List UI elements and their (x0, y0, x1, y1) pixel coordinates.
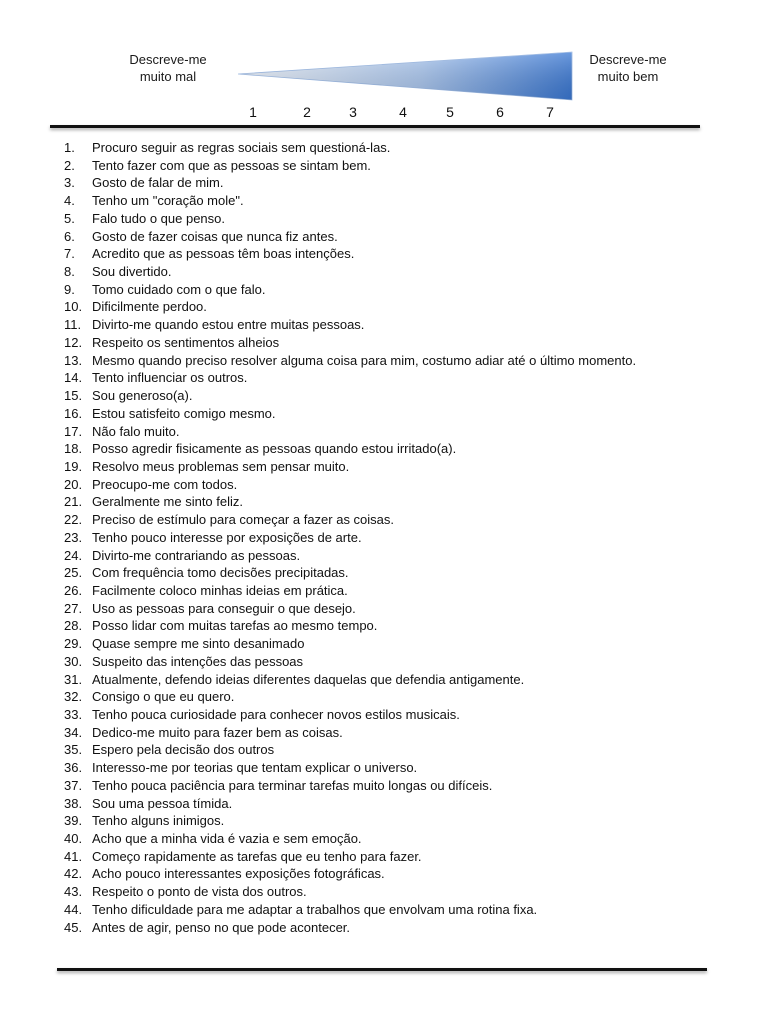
scale-number: 2 (303, 104, 311, 120)
item-number: 45. (64, 919, 83, 935)
item-statement: Com frequência tomo decisões precipitadas. (92, 565, 349, 581)
rating-scale-header (0, 0, 768, 130)
item-number: 26. (64, 582, 83, 598)
item-number: 31. (64, 671, 83, 687)
item-statement: Sou uma pessoa tímida. (92, 795, 233, 811)
scale-number: 3 (349, 104, 357, 120)
item-statement: Consigo o que eu quero. (92, 689, 235, 705)
item-statement: Respeito os sentimentos alheios (92, 334, 280, 350)
list-item (64, 600, 636, 618)
item-statement: Dificilmente perdoo. (92, 299, 207, 315)
list-item (64, 848, 636, 866)
list-item (64, 157, 636, 175)
item-number: 4. (64, 193, 75, 209)
item-statement: Atualmente, defendo ideias diferentes daquelas que defendia antigamente. (92, 671, 525, 687)
scale-number: 4 (399, 104, 407, 120)
scale-number: 6 (496, 104, 504, 120)
item-number: 16. (64, 405, 83, 421)
item-statement: Tento fazer com que as pessoas se sintam bem. (92, 157, 371, 173)
item-statement: Posso lidar com muitas tarefas ao mesmo tempo. (92, 618, 378, 634)
item-statement: Tenho pouca paciência para terminar tarefas muito longas ou difíceis. (92, 777, 493, 793)
item-statement: Suspeito das intenções das pessoas (92, 653, 304, 669)
list-item (64, 440, 636, 458)
item-statement: Posso agredir fisicamente as pessoas quando estou irritado(a). (92, 441, 457, 457)
list-item (64, 369, 636, 387)
list-item (64, 865, 636, 883)
item-statement: Resolvo meus problemas sem pensar muito. (92, 458, 350, 474)
item-number: 41. (64, 848, 83, 864)
item-statement: Estou satisfeito comigo mesmo. (92, 405, 276, 421)
item-number: 27. (64, 600, 83, 616)
list-item (64, 139, 636, 157)
list-item (64, 228, 636, 246)
item-number: 20. (64, 476, 83, 492)
item-number: 18. (64, 441, 83, 457)
list-item (64, 883, 636, 901)
list-item (64, 493, 636, 511)
list-item (64, 352, 636, 370)
item-statement: Não falo muito. (92, 423, 180, 439)
bottom-divider (57, 968, 707, 971)
item-statement: Divirto-me quando estou entre muitas pessoas. (92, 317, 365, 333)
list-item (64, 423, 636, 441)
item-number: 37. (64, 777, 83, 793)
item-statement: Tenho dificuldade para me adaptar a trabalhos que envolvam uma rotina fixa. (92, 901, 538, 917)
list-item (64, 564, 636, 582)
item-number: 21. (64, 494, 83, 510)
item-number: 43. (64, 884, 83, 900)
item-number: 9. (64, 281, 75, 297)
list-item (64, 741, 636, 759)
item-number: 8. (64, 264, 75, 280)
item-statement: Começo rapidamente as tarefas que eu tenho para fazer. (92, 848, 422, 864)
item-number: 15. (64, 388, 83, 404)
list-item (64, 281, 636, 299)
list-item (64, 759, 636, 777)
list-item (64, 547, 636, 565)
list-item (64, 387, 636, 405)
scale-high-label-line: muito bem (597, 69, 659, 84)
item-number: 5. (64, 210, 75, 226)
item-number: 22. (64, 512, 83, 528)
item-statement: Geralmente me sinto feliz. (92, 494, 244, 510)
item-statement: Preciso de estímulo para começar a fazer as coisas. (92, 512, 395, 528)
list-item (64, 263, 636, 281)
item-number: 7. (64, 246, 75, 262)
item-number: 42. (64, 866, 83, 882)
item-statement: Acredito que as pessoas têm boas intenções. (92, 246, 355, 262)
list-item (64, 919, 636, 937)
item-statement: Mesmo quando preciso resolver alguma coisa para mim, costumo adiar até o último momento. (92, 352, 637, 368)
list-item (64, 476, 636, 494)
list-item (64, 405, 636, 423)
list-item (64, 458, 636, 476)
item-number: 25. (64, 565, 83, 581)
list-item (64, 298, 636, 316)
item-statement: Tomo cuidado com o que falo. (92, 281, 266, 297)
item-statement: Espero pela decisão dos outros (92, 742, 275, 758)
item-number: 10. (64, 299, 83, 315)
list-item (64, 706, 636, 724)
list-item (64, 334, 636, 352)
item-statement: Falo tudo o que penso. (92, 210, 225, 226)
list-item (64, 671, 636, 689)
list-item (64, 724, 636, 742)
list-item (64, 210, 636, 228)
item-number: 23. (64, 529, 83, 545)
item-number: 36. (64, 760, 83, 776)
scale-low-label-line: Descreve-me (129, 52, 207, 67)
list-item (64, 777, 636, 795)
item-statement: Tenho pouca curiosidade para conhecer novos estilos musicais. (92, 707, 460, 722)
item-statement: Acho pouco interessantes exposições fotográficas. (92, 866, 385, 882)
item-statement: Sou generoso(a). (92, 388, 193, 404)
scale-number: 1 (249, 104, 257, 120)
list-item (64, 830, 636, 848)
item-number: 11. (64, 317, 82, 333)
scale-low-label-line: muito mal (139, 69, 197, 84)
item-number: 38. (64, 795, 83, 811)
item-number: 17. (64, 423, 83, 439)
item-number: 12. (64, 334, 83, 350)
item-number: 35. (64, 742, 83, 758)
item-statement: Procuro seguir as regras sociais sem questioná-las. (92, 140, 391, 155)
list-item (64, 192, 636, 210)
item-number: 14. (64, 370, 83, 386)
scale-wedge-graphic (238, 50, 574, 102)
item-number: 6. (64, 228, 75, 244)
list-item (64, 511, 636, 529)
item-statement: Acho que a minha vida é vazia e sem emoção. (92, 831, 362, 847)
list-item (64, 795, 636, 813)
list-item (64, 529, 636, 547)
item-number: 29. (64, 636, 83, 652)
item-statement: Interesso-me por teorias que tentam explicar o universo. (92, 760, 418, 776)
item-statement: Uso as pessoas para conseguir o que desejo. (92, 600, 356, 616)
list-item (64, 617, 636, 635)
scale-number: 5 (446, 104, 454, 120)
item-statement: Respeito o ponto de vista dos outros. (92, 884, 307, 900)
list-item (64, 174, 636, 192)
item-statement: Gosto de fazer coisas que nunca fiz antes. (92, 228, 338, 244)
item-number: 2. (64, 157, 75, 173)
item-statement: Tenho alguns inimigos. (92, 813, 225, 829)
scale-high-label-line: Descreve-me (589, 52, 667, 67)
item-number: 39. (64, 813, 83, 829)
scale-high-label (568, 51, 688, 85)
item-statement: Quase sempre me sinto desanimado (92, 636, 305, 652)
list-item (64, 688, 636, 706)
questionnaire-items (64, 139, 636, 936)
list-item (64, 635, 636, 653)
list-item (64, 245, 636, 263)
item-number: 1. (64, 140, 75, 155)
item-statement: Sou divertido. (92, 264, 172, 280)
item-statement: Divirto-me contrariando as pessoas. (92, 547, 301, 563)
scale-number: 7 (546, 104, 554, 120)
item-statement: Gosto de falar de mim. (92, 175, 224, 191)
scale-low-label (108, 51, 228, 85)
item-number: 13. (64, 352, 83, 368)
list-item (64, 901, 636, 919)
item-statement: Dedico-me muito para fazer bem as coisas. (92, 724, 343, 740)
item-statement: Preocupo-me com todos. (92, 476, 238, 492)
item-number: 3. (64, 175, 75, 191)
list-item (64, 812, 636, 830)
item-number: 32. (64, 689, 83, 705)
list-item (64, 653, 636, 671)
item-number: 44. (64, 901, 83, 917)
item-statement: Facilmente coloco minhas ideias em prática. (92, 582, 348, 598)
top-divider (50, 125, 700, 128)
item-number: 34. (64, 724, 83, 740)
item-number: 19. (64, 458, 83, 474)
item-statement: Tenho pouco interesse por exposições de arte. (92, 529, 362, 545)
item-statement: Antes de agir, penso no que pode acontecer. (92, 919, 351, 935)
item-number: 24. (64, 547, 83, 563)
item-statement: Tento influenciar os outros. (92, 370, 248, 386)
item-statement: Tenho um "coração mole". (92, 193, 244, 209)
list-item (64, 582, 636, 600)
list-item (64, 316, 636, 334)
item-number: 28. (64, 618, 83, 634)
item-number: 40. (64, 831, 83, 847)
item-number: 30. (64, 653, 83, 669)
item-number: 33. (64, 707, 83, 722)
